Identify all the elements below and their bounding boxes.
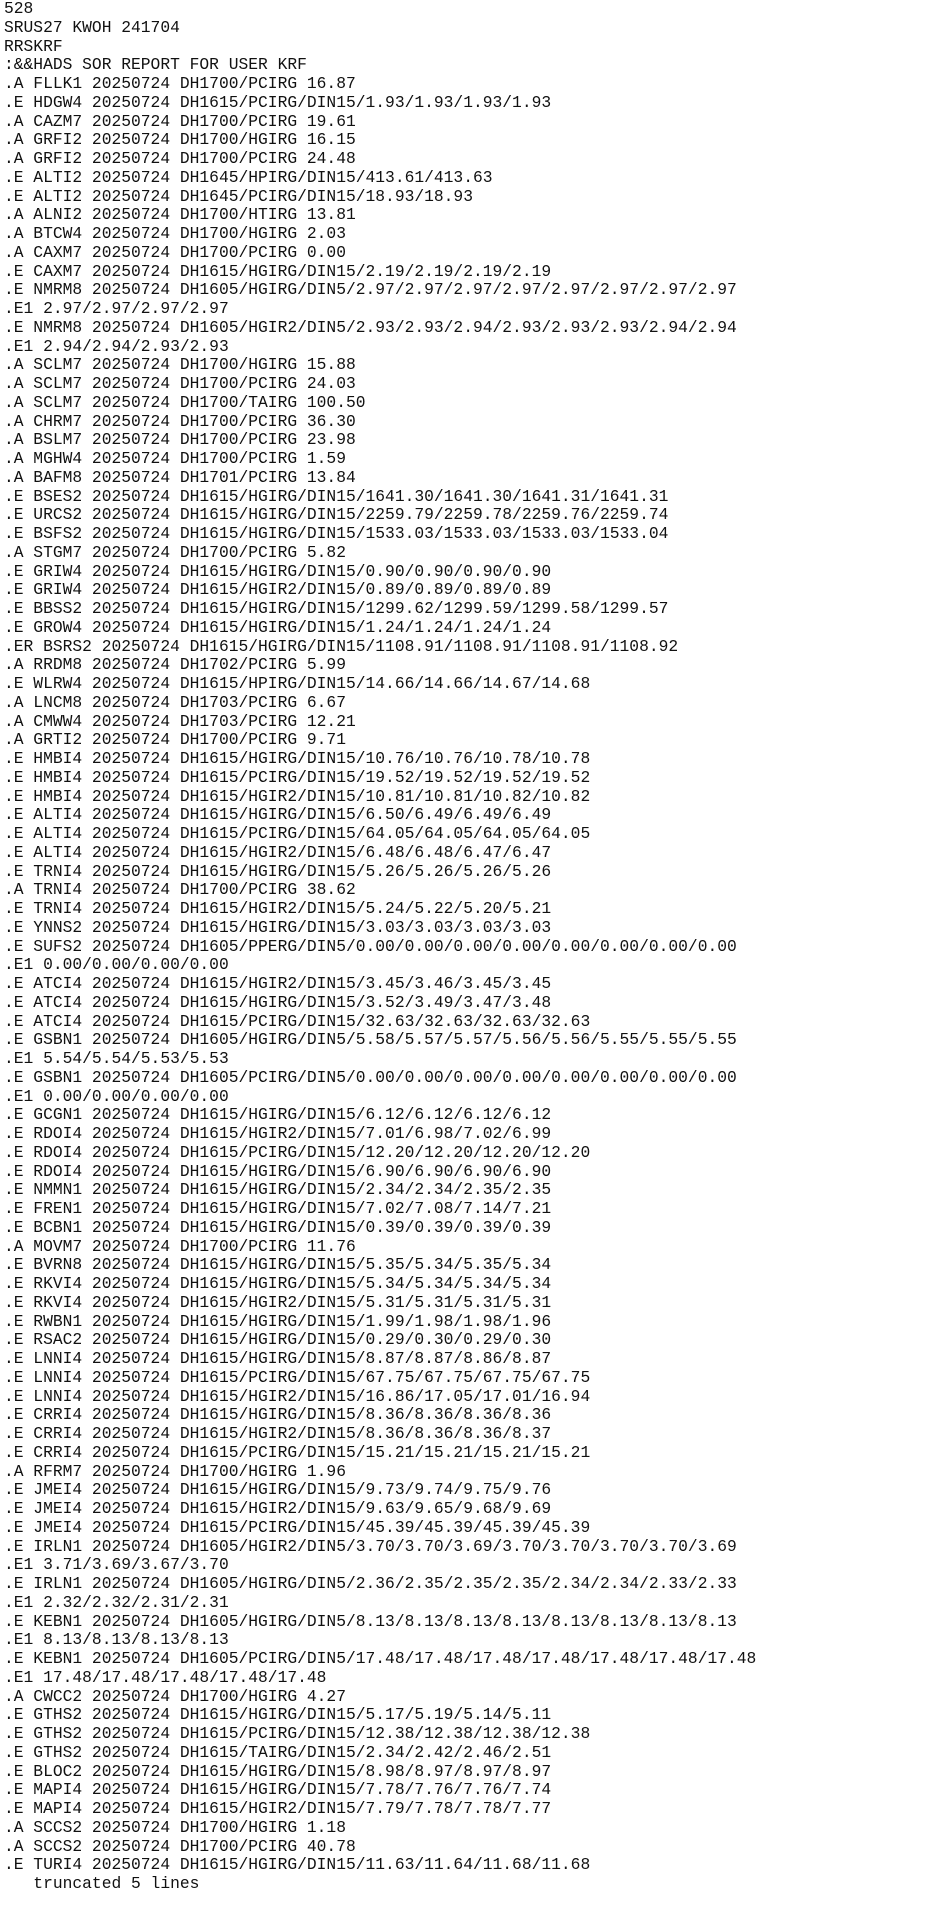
report-line: .E ATCI4 20250724 DH1615/PCIRG/DIN15/32.63/32.63/32.63/32.63 xyxy=(4,1011,591,1031)
report-text xyxy=(4,0,756,1894)
report-line: .A SCCS2 20250724 DH1700/PCIRG 40.78 xyxy=(4,1836,356,1856)
report-line: .A SCLM7 20250724 DH1700/HGIRG 15.88 xyxy=(4,355,356,375)
report-line: .E BCBN1 20250724 DH1615/HGIRG/DIN15/0.39/0.39/0.39/0.39 xyxy=(4,1217,552,1237)
report-line: .E URCS2 20250724 DH1615/HGIRG/DIN15/2259.79/2259.78/2259.76/2259.74 xyxy=(4,505,669,525)
report-line: .A RFRM7 20250724 DH1700/HGIRG 1.96 xyxy=(4,1461,346,1481)
report-line: .E TRNI4 20250724 DH1615/HGIRG/DIN15/5.26/5.26/5.26/5.26 xyxy=(4,861,552,881)
report-line: .E CRRI4 20250724 DH1615/PCIRG/DIN15/15.21/15.21/15.21/15.21 xyxy=(4,1442,591,1462)
report-line: .A STGM7 20250724 DH1700/PCIRG 5.82 xyxy=(4,542,346,562)
report-line: .A SCCS2 20250724 DH1700/HGIRG 1.18 xyxy=(4,1817,346,1837)
report-line: .E RWBN1 20250724 DH1615/HGIRG/DIN15/1.99/1.98/1.98/1.96 xyxy=(4,1311,552,1331)
report-line: SRUS27 KWOH 241704 xyxy=(4,17,180,37)
report-line: .E JMEI4 20250724 DH1615/HGIRG/DIN15/9.73/9.74/9.75/9.76 xyxy=(4,1480,552,1500)
report-line: .A LNCM8 20250724 DH1703/PCIRG 6.67 xyxy=(4,692,346,712)
report-line: 528 xyxy=(4,0,34,18)
report-line: .A BTCW4 20250724 DH1700/HGIRG 2.03 xyxy=(4,224,346,243)
report-line: .E RDOI4 20250724 DH1615/HGIRG/DIN15/6.90/6.90/6.90/6.90 xyxy=(4,1161,552,1181)
report-line: .E JMEI4 20250724 DH1615/HGIR2/DIN15/9.63/9.65/9.68/9.69 xyxy=(4,1499,552,1518)
report-line: .A GRTI2 20250724 DH1700/PCIRG 9.71 xyxy=(4,730,346,750)
report-line: .A SCLM7 20250724 DH1700/PCIRG 24.03 xyxy=(4,374,356,393)
report-line: .E GTHS2 20250724 DH1615/TAIRG/DIN15/2.34/2.42/2.46/2.51 xyxy=(4,1742,552,1762)
report-line: .E NMRM8 20250724 DH1605/HGIR2/DIN5/2.93/2.93/2.94/2.93/2.93/2.93/2.94/2.94 xyxy=(4,317,737,337)
report-line: .E RSAC2 20250724 DH1615/HGIRG/DIN15/0.29/0.30/0.29/0.30 xyxy=(4,1330,552,1350)
report-line: .E GCGN1 20250724 DH1615/HGIRG/DIN15/6.12/6.12/6.12/6.12 xyxy=(4,1105,552,1125)
report-line: .E SUFS2 20250724 DH1605/PPERG/DIN5/0.00/0.00/0.00/0.00/0.00/0.00/0.00/0.00 xyxy=(4,936,737,956)
report-line: .E KEBN1 20250724 DH1605/PCIRG/DIN5/17.48/17.48/17.48/17.48/17.48/17.48/17.48 xyxy=(4,1649,757,1668)
report-line: .E RDOI4 20250724 DH1615/PCIRG/DIN15/12.20/12.20/12.20/12.20 xyxy=(4,1142,591,1162)
report-line: .E HDGW4 20250724 DH1615/PCIRG/DIN15/1.93/1.93/1.93/1.93 xyxy=(4,92,552,112)
report-line: .E1 2.97/2.97/2.97/2.97 xyxy=(4,299,229,318)
report-line: .E CAXM7 20250724 DH1615/HGIRG/DIN15/2.19/2.19/2.19/2.19 xyxy=(4,261,552,281)
report-line: .E BLOC2 20250724 DH1615/HGIRG/DIN15/8.98/8.97/8.97/8.97 xyxy=(4,1761,552,1781)
report-line: .E HMBI4 20250724 DH1615/PCIRG/DIN15/19.52/19.52/19.52/19.52 xyxy=(4,767,591,787)
report-line: .E1 0.00/0.00/0.00/0.00 xyxy=(4,955,229,975)
report-line: .E BSFS2 20250724 DH1615/HGIRG/DIN15/1533.03/1533.03/1533.03/1533.04 xyxy=(4,524,669,543)
report-line: .E NMMN1 20250724 DH1615/HGIRG/DIN15/2.34/2.34/2.35/2.35 xyxy=(4,1180,552,1200)
report-line: .E MAPI4 20250724 DH1615/HGIR2/DIN15/7.79/7.78/7.78/7.77 xyxy=(4,1799,552,1818)
report-line: .E IRLN1 20250724 DH1605/HGIR2/DIN5/3.70/3.70/3.69/3.70/3.70/3.70/3.70/3.69 xyxy=(4,1536,737,1556)
report-line: .E LNNI4 20250724 DH1615/HGIR2/DIN15/16.86/17.05/17.01/16.94 xyxy=(4,1386,591,1406)
report-line: .E ALTI4 20250724 DH1615/PCIRG/DIN15/64.05/64.05/64.05/64.05 xyxy=(4,824,591,843)
report-line: .E TRNI4 20250724 DH1615/HGIR2/DIN15/5.24/5.22/5.20/5.21 xyxy=(4,899,552,918)
report-line: .A BSLM7 20250724 DH1700/PCIRG 23.98 xyxy=(4,430,356,450)
report-line: .A CWCC2 20250724 DH1700/HGIRG 4.27 xyxy=(4,1686,346,1706)
report-line: .E ALTI2 20250724 DH1645/PCIRG/DIN15/18.93/18.93 xyxy=(4,186,473,206)
report-line: .A CMWW4 20250724 DH1703/PCIRG 12.21 xyxy=(4,711,356,731)
report-line: :&&HADS SOR REPORT FOR USER KRF xyxy=(4,55,307,75)
report-line: .E1 17.48/17.48/17.48/17.48/17.48 xyxy=(4,1667,327,1687)
report-line: .E NMRM8 20250724 DH1605/HGIRG/DIN5/2.97/2.97/2.97/2.97/2.97/2.97/2.97/2.97 xyxy=(4,280,737,300)
report-line: .E BBSS2 20250724 DH1615/HGIRG/DIN15/1299.62/1299.59/1299.58/1299.57 xyxy=(4,599,669,618)
report-line: .E GRIW4 20250724 DH1615/HGIR2/DIN15/0.89/0.89/0.89/0.89 xyxy=(4,580,552,600)
report-line: .E KEBN1 20250724 DH1605/HGIRG/DIN5/8.13/8.13/8.13/8.13/8.13/8.13/8.13/8.13 xyxy=(4,1611,737,1631)
report-line: .E LNNI4 20250724 DH1615/PCIRG/DIN15/67.75/67.75/67.75/67.75 xyxy=(4,1367,591,1387)
report-line: .E1 5.54/5.54/5.53/5.53 xyxy=(4,1049,229,1068)
report-line: .E HMBI4 20250724 DH1615/HGIRG/DIN15/10.76/10.76/10.78/10.78 xyxy=(4,749,591,768)
report-line: .E1 0.00/0.00/0.00/0.00 xyxy=(4,1086,229,1106)
report-line: .A GRFI2 20250724 DH1700/HGIRG 16.15 xyxy=(4,130,356,150)
report-line: .A RRDM8 20250724 DH1702/PCIRG 5.99 xyxy=(4,655,346,675)
report-line: .A SCLM7 20250724 DH1700/TAIRG 100.50 xyxy=(4,392,366,412)
report-line: .E HMBI4 20250724 DH1615/HGIR2/DIN15/10.81/10.81/10.82/10.82 xyxy=(4,786,591,806)
report-line: .E LNNI4 20250724 DH1615/HGIRG/DIN15/8.87/8.87/8.86/8.87 xyxy=(4,1349,552,1368)
report-line: .A ALNI2 20250724 DH1700/HTIRG 13.81 xyxy=(4,205,356,225)
report-line: .E RKVI4 20250724 DH1615/HGIRG/DIN15/5.34/5.34/5.34/5.34 xyxy=(4,1274,552,1293)
report-line: .A MOVM7 20250724 DH1700/PCIRG 11.76 xyxy=(4,1236,356,1256)
report-line: .A GRFI2 20250724 DH1700/PCIRG 24.48 xyxy=(4,149,356,168)
report-line: .E GTHS2 20250724 DH1615/PCIRG/DIN15/12.38/12.38/12.38/12.38 xyxy=(4,1724,591,1743)
report-line: .E CRRI4 20250724 DH1615/HGIR2/DIN15/8.36/8.36/8.36/8.37 xyxy=(4,1424,552,1443)
report-line: .E GSBN1 20250724 DH1605/PCIRG/DIN5/0.00/0.00/0.00/0.00/0.00/0.00/0.00/0.00 xyxy=(4,1067,737,1087)
report-line: .E ALTI4 20250724 DH1615/HGIRG/DIN15/6.50/6.49/6.49/6.49 xyxy=(4,805,552,825)
report-line: .E GSBN1 20250724 DH1605/HGIRG/DIN5/5.58/5.57/5.57/5.56/5.56/5.55/5.55/5.55 xyxy=(4,1030,737,1050)
report-line: .A TRNI4 20250724 DH1700/PCIRG 38.62 xyxy=(4,880,356,900)
report-line: .E FREN1 20250724 DH1615/HGIRG/DIN15/7.02/7.08/7.14/7.21 xyxy=(4,1199,552,1218)
report-line: .E RDOI4 20250724 DH1615/HGIR2/DIN15/7.01/6.98/7.02/6.99 xyxy=(4,1124,552,1143)
report-line: .A FLLK1 20250724 DH1700/PCIRG 16.87 xyxy=(4,74,356,93)
report-line: .A CHRM7 20250724 DH1700/PCIRG 36.30 xyxy=(4,411,356,431)
report-line: .E1 2.94/2.94/2.93/2.93 xyxy=(4,336,229,356)
report-line: .A MGHW4 20250724 DH1700/PCIRG 1.59 xyxy=(4,449,346,468)
report-line: .A CAZM7 20250724 DH1700/PCIRG 19.61 xyxy=(4,111,356,131)
report-line: .E YNNS2 20250724 DH1615/HGIRG/DIN15/3.03/3.03/3.03/3.03 xyxy=(4,917,552,937)
report-line: .E JMEI4 20250724 DH1615/PCIRG/DIN15/45.39/45.39/45.39/45.39 xyxy=(4,1517,591,1537)
report-line: .E1 8.13/8.13/8.13/8.13 xyxy=(4,1630,229,1650)
report-line: .E GROW4 20250724 DH1615/HGIRG/DIN15/1.24/1.24/1.24/1.24 xyxy=(4,617,552,637)
report-line: .E ALTI4 20250724 DH1615/HGIR2/DIN15/6.48/6.48/6.47/6.47 xyxy=(4,842,552,862)
report-line: .E CRRI4 20250724 DH1615/HGIRG/DIN15/8.36/8.36/8.36/8.36 xyxy=(4,1405,552,1425)
report-line: .E ALTI2 20250724 DH1645/HPIRG/DIN15/413.61/413.63 xyxy=(4,167,493,187)
report-line: .E WLRW4 20250724 DH1615/HPIRG/DIN15/14.66/14.66/14.67/14.68 xyxy=(4,674,591,693)
report-line: .E TURI4 20250724 DH1615/HGIRG/DIN15/11.63/11.64/11.68/11.68 xyxy=(4,1855,591,1875)
report-line: .E GTHS2 20250724 DH1615/HGIRG/DIN15/5.17/5.19/5.14/5.11 xyxy=(4,1705,552,1725)
report-line: .E RKVI4 20250724 DH1615/HGIR2/DIN15/5.31/5.31/5.31/5.31 xyxy=(4,1292,552,1312)
report-line: .E IRLN1 20250724 DH1605/HGIRG/DIN5/2.36/2.35/2.35/2.35/2.34/2.34/2.33/2.33 xyxy=(4,1574,737,1593)
report-line: .E ATCI4 20250724 DH1615/HGIRG/DIN15/3.52/3.49/3.47/3.48 xyxy=(4,992,552,1012)
report-line: .E BVRN8 20250724 DH1615/HGIRG/DIN15/5.35/5.34/5.35/5.34 xyxy=(4,1255,552,1275)
report-line: RRSKRF xyxy=(4,36,63,56)
report-line: .A CAXM7 20250724 DH1700/PCIRG 0.00 xyxy=(4,242,346,262)
report-line: .E MAPI4 20250724 DH1615/HGIRG/DIN15/7.78/7.76/7.76/7.74 xyxy=(4,1780,552,1800)
report-line: .E BSES2 20250724 DH1615/HGIRG/DIN15/1641.30/1641.30/1641.31/1641.31 xyxy=(4,486,669,506)
report-line: .E1 3.71/3.69/3.67/3.70 xyxy=(4,1555,229,1575)
report-line: .E1 2.32/2.32/2.31/2.31 xyxy=(4,1592,229,1612)
report-line: .A BAFM8 20250724 DH1701/PCIRG 13.84 xyxy=(4,467,356,487)
report-line: truncated 5 lines xyxy=(4,1874,200,1893)
report-line: .E GRIW4 20250724 DH1615/HGIRG/DIN15/0.90/0.90/0.90/0.90 xyxy=(4,561,552,581)
report-line: .ER BSRS2 20250724 DH1615/HGIRG/DIN15/1108.91/1108.91/1108.91/1108.92 xyxy=(4,636,679,656)
report-line: .E ATCI4 20250724 DH1615/HGIR2/DIN15/3.45/3.46/3.45/3.45 xyxy=(4,974,552,993)
